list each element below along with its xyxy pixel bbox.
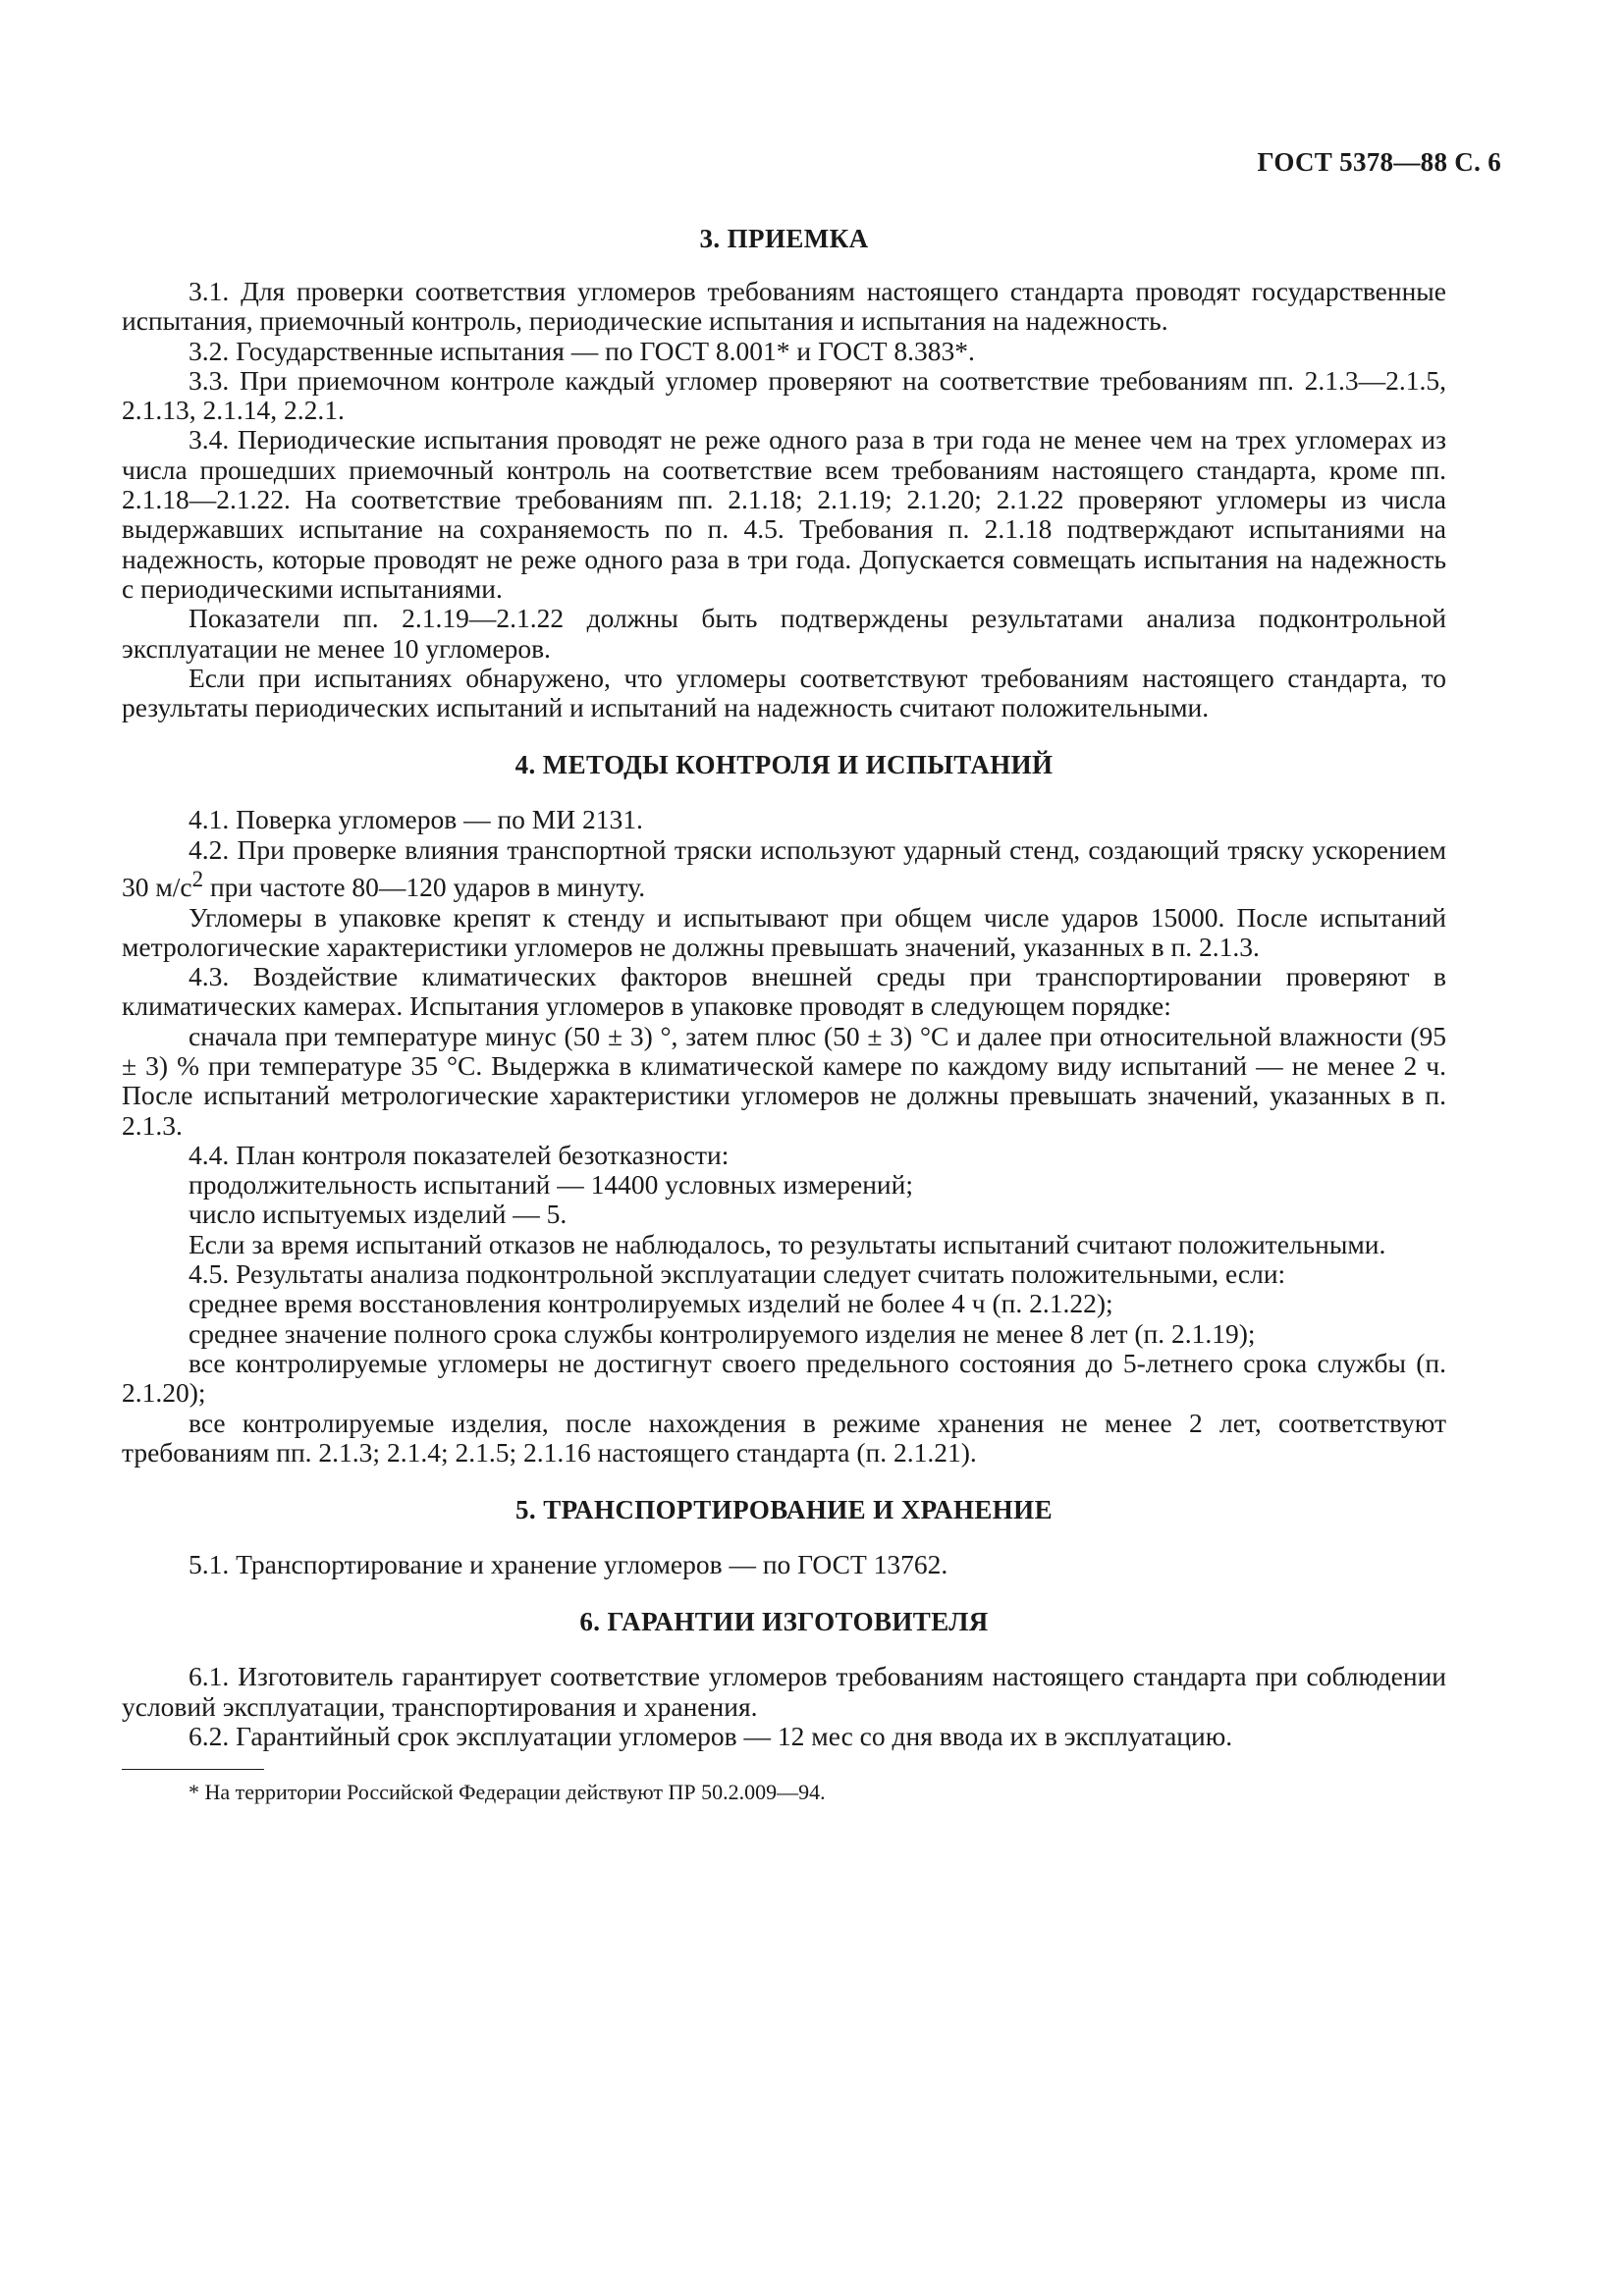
paragraph-3-2: 3.2. Государственные испытания — по ГОСТ 8.001* и ГОСТ 8.383*. (189, 335, 975, 366)
paragraph-4-4-duration: продолжительность испытаний — 14400 условных измерений; (189, 1169, 914, 1201)
paragraph-4-4-count: число испытуемых изделий — 5. (189, 1199, 568, 1230)
section-transport-storage (122, 1493, 1446, 1579)
paragraph-4-5: 4.5. Результаты анализа подконтрольной эксплуатации следует считать положительными, если: (189, 1258, 1286, 1290)
paragraph-4-5-storage: все контролируемые изделия, после нахождения в режиме хранения не менее 2 лет, соответствуют требованиям пп. 2.1.3; 2.1.4; 2.1.5; 2.1.16 настоящего стандарта (п. 2.1.21). (122, 1407, 1446, 1468)
paragraph-4-2-mounting: Угломеры в упаковке крепят к стенду и испытывают при общем числе ударов 15000. После испытаний метрологические характеристики угломеров не должны превышать значений, указанных в п. 2.1.3. (122, 901, 1446, 962)
paragraph-4-4-result: Если за время испытаний отказов не наблюдалось, то результаты испытаний считают положительными. (189, 1228, 1386, 1259)
paragraph-3-4-indicators: Показатели пп. 2.1.19—2.1.22 должны быть подтверждены результатами анализа подконтрольной эксплуатации не менее 10 угломеров. (122, 603, 1446, 664)
superscript: 2 (191, 867, 204, 892)
section-title: 3. ПРИЕМКА (699, 224, 869, 253)
document-body (122, 222, 1446, 1805)
paragraph-3-4: 3.4. Периодические испытания проводят не реже одного раза в три года не менее чем на трех угломерах из числа прошедших приемочный контроль на соответствие всем требованиям настоящего стандарта, кроме пп. 2.1.18—2.1.22. На соответствие требованиям пп. 2.1.18; 2.1.19; 2.1.20; 2.1.22 проверяют угломеры из числа выдержавших испытание на сохраняемость по п. 4.5. Требования п. 2.1.18 подтверждают испытаниями на надежность, которые проводят не реже одного раза в три года. Допускается совмещать испытания на надежность с периодическими испытаниями. (122, 424, 1446, 604)
paragraph-4-3-procedure: сначала при температуре минус (50 ± 3) °, затем плюс (50 ± 3) °С и далее при относительной влажности (95 ± 3) % при температуре 35 °С. Выдержка в климатической камере по каждому виду испытаний — не менее 2 ч. После испытаний метрологические характеристики угломеров не должны превышать значений, указанных в п. 2.1.3. (122, 1020, 1446, 1141)
paragraph-3-1: 3.1. Для проверки соответствия угломеров требованиям настоящего стандарта проводят государственные испытания, приемочный контроль, периодические испытания и испытания на надежность. (122, 276, 1446, 337)
running-header: ГОСТ 5378—88 С. 6 (1257, 147, 1501, 177)
section-title: 4. МЕТОДЫ КОНТРОЛЯ И ИСПЫТАНИЙ (514, 750, 1054, 780)
footnote-divider (122, 1769, 264, 1770)
paragraph-4-5-limit-state: все контролируемые угломеры не достигнут своего предельного состояния до 5-летнего срока службы (п. 2.1.20); (122, 1347, 1446, 1409)
paragraph-4-4: 4.4. План контроля показателей безотказности: (189, 1139, 730, 1170)
paragraph-4-2-text: 4.2. При проверке влияния транспортной тряски используют ударный стенд, создающий тряску ускорением 30 м/с (122, 833, 1446, 903)
section-manufacturer-warranty (122, 1605, 1446, 1751)
paragraph-5-1: 5.1. Транспортирование и хранение угломеров — по ГОСТ 13762. (189, 1549, 948, 1580)
section-title: 6. ГАРАНТИИ ИЗГОТОВИТЕЛЯ (579, 1607, 989, 1637)
section-title: 5. ТРАНСПОРТИРОВАНИЕ И ХРАНЕНИЕ (515, 1495, 1053, 1525)
paragraph-4-5-service-life: среднее значение полного срока службы контролируемого изделия не менее 8 лет (п. 2.1.19); (189, 1317, 1256, 1349)
paragraph-4-3: 4.3. Воздействие климатических факторов внешней среды при транспортировании проверяют в климатических камерах. Испытания угломеров в упаковке проводят в следующем порядке: (122, 961, 1446, 1022)
section-test-methods (122, 748, 1446, 1468)
section-acceptance (122, 222, 1446, 722)
paragraph-4-2 (122, 835, 1446, 903)
footnote: * На территории Российской Федерации действуют ПР 50.2.009—94. (189, 1780, 826, 1805)
paragraph-3-3: 3.3. При приемочном контроле каждый угломер проверяют на соответствие требованиям пп. 2.1.3—2.1.5, 2.1.13, 2.1.14, 2.2.1. (122, 364, 1446, 426)
paragraph-3-4-result: Если при испытаниях обнаружено, что угломеры соответствуют требованиям настоящего стандарта, то результаты периодических испытаний и испытаний на надежность считают положительными. (122, 662, 1446, 723)
paragraph-4-5-recovery: среднее время восстановления контролируемых изделий не более 4 ч (п. 2.1.22); (189, 1288, 1113, 1319)
paragraph-6-1: 6.1. Изготовитель гарантирует соответствие угломеров требованиям настоящего стандарта при соблюдении условий эксплуатации, транспортирования и хранения. (122, 1661, 1446, 1722)
paragraph-4-2-text-end: при частоте 80—120 ударов в минуту. (203, 872, 646, 903)
paragraph-4-1: 4.1. Поверка угломеров — по МИ 2131. (189, 804, 643, 835)
paragraph-6-2: 6.2. Гарантийный срок эксплуатации угломеров — 12 мес со дня ввода их в эксплуатацию. (189, 1721, 1233, 1752)
